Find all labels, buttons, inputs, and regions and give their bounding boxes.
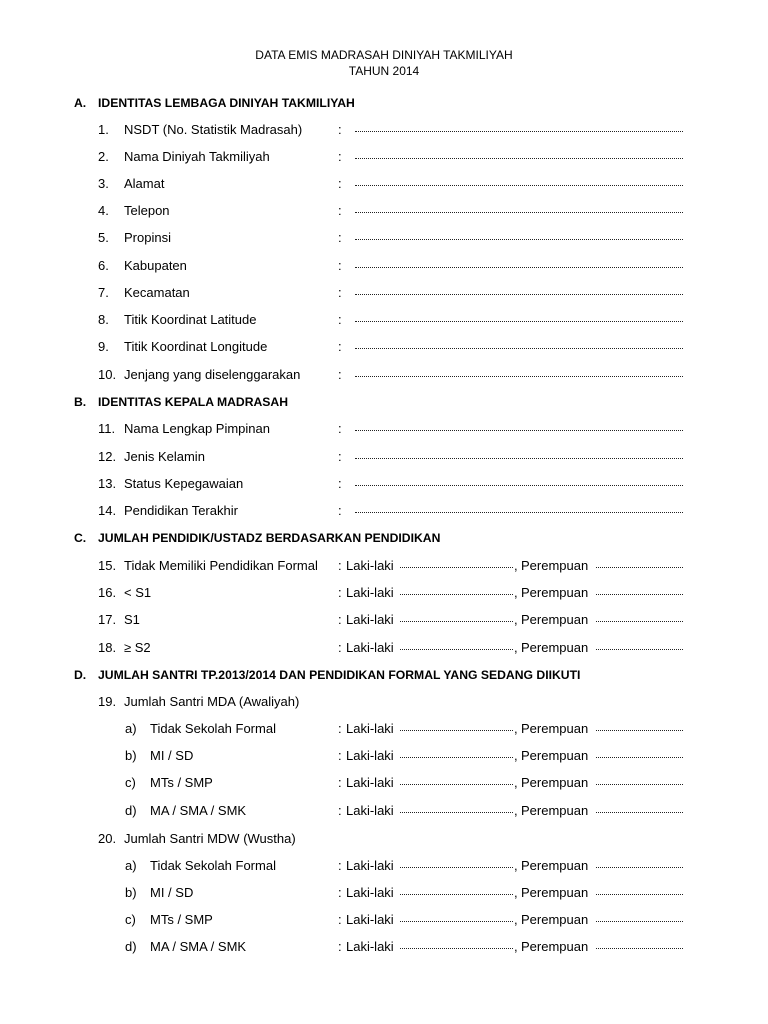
section-d-title: JUMLAH SANTRI TP.2013/2014 DAN PENDIDIKAN FORMAL YANG SEDANG DIIKUTI (98, 668, 581, 682)
comma: , (514, 885, 518, 900)
item-label: Propinsi (124, 230, 171, 245)
form-row (0, 693, 768, 711)
fill-line-kecamatan[interactable] (355, 294, 683, 295)
fill-line-perempuan[interactable] (596, 730, 683, 731)
form-row (0, 121, 768, 139)
form-row (0, 284, 768, 302)
item-label: Kabupaten (124, 258, 187, 273)
fill-line-pendidikan[interactable] (355, 512, 683, 513)
comma: , (514, 640, 518, 655)
item-number: 8. (98, 312, 109, 327)
comma: , (514, 775, 518, 790)
form-row (0, 747, 768, 765)
form-row (0, 911, 768, 929)
item-number: 16. (98, 585, 117, 600)
fill-line-laki-laki[interactable] (400, 594, 513, 595)
form-row (0, 229, 768, 247)
fill-line-laki-laki[interactable] (400, 649, 513, 650)
colon: : (338, 285, 342, 300)
comma: , (514, 612, 518, 627)
perempuan-label: Perempuan (521, 558, 589, 573)
item-label: Nama Diniyah Takmiliyah (124, 149, 270, 164)
item-label: Status Kepegawaian (124, 476, 244, 491)
fill-line-propinsi[interactable] (355, 239, 683, 240)
form-row (0, 338, 768, 356)
item-label: S1 (124, 612, 140, 627)
colon: : (338, 449, 342, 464)
item-label: Kecamatan (124, 285, 190, 300)
colon: : (338, 775, 342, 790)
subitem-letter: b) (125, 885, 137, 900)
colon: : (338, 176, 342, 191)
perempuan-label: Perempuan (521, 858, 589, 873)
section-b-letter: B. (74, 395, 87, 409)
section-a-title: IDENTITAS LEMBAGA DINIYAH TAKMILIYAH (98, 96, 355, 110)
item-number: 6. (98, 258, 109, 273)
laki-laki-label: Laki-laki (346, 612, 394, 627)
fill-line-laki-laki[interactable] (400, 921, 513, 922)
fill-line-laki-laki[interactable] (400, 894, 513, 895)
fill-line-nsdt[interactable] (355, 131, 683, 132)
item-label: < S1 (124, 585, 152, 600)
form-row (0, 502, 768, 520)
colon: : (338, 939, 342, 954)
fill-line-perempuan[interactable] (596, 621, 683, 622)
form-row (0, 366, 768, 384)
fill-line-perempuan[interactable] (596, 867, 683, 868)
fill-line-alamat[interactable] (355, 185, 683, 186)
fill-line-perempuan[interactable] (596, 757, 683, 758)
fill-line-laki-laki[interactable] (400, 812, 513, 813)
item-number: 2. (98, 149, 109, 164)
comma: , (514, 558, 518, 573)
fill-line-perempuan[interactable] (596, 812, 683, 813)
colon: : (338, 476, 342, 491)
fill-line-pimpinan[interactable] (355, 430, 683, 431)
item-number: 11. (98, 421, 116, 436)
form-row (0, 639, 768, 657)
colon: : (338, 612, 342, 627)
form-row (0, 830, 768, 848)
colon: : (338, 258, 342, 273)
item-number: 4. (98, 203, 109, 218)
fill-line-laki-laki[interactable] (400, 867, 513, 868)
item-number: 15. (98, 558, 117, 573)
subitem-label: Tidak Sekolah Formal (150, 858, 276, 873)
subitem-letter: b) (125, 748, 137, 763)
item-number: 9. (98, 339, 109, 354)
form-row (0, 448, 768, 466)
subitem-letter: a) (125, 721, 137, 736)
section-c-title: JUMLAH PENDIDIK/USTADZ BERDASARKAN PENDIDIKAN (98, 531, 441, 545)
colon: : (338, 558, 342, 573)
laki-laki-label: Laki-laki (346, 721, 394, 736)
comma: , (514, 748, 518, 763)
subitem-label: MTs / SMP (150, 912, 213, 927)
fill-line-perempuan[interactable] (596, 948, 683, 949)
form-row (0, 557, 768, 575)
form-row (0, 257, 768, 275)
item-number: 18. (98, 640, 117, 655)
subitem-label: MA / SMA / SMK (150, 803, 247, 818)
item-number: 14. (98, 503, 117, 518)
form-row (0, 148, 768, 166)
colon: : (338, 339, 342, 354)
item-label: Alamat (124, 176, 165, 191)
laki-laki-label: Laki-laki (346, 558, 394, 573)
laki-laki-label: Laki-laki (346, 748, 394, 763)
item-number: 10. (98, 367, 117, 382)
fill-line-perempuan[interactable] (596, 594, 683, 595)
subitem-letter: c) (125, 775, 136, 790)
comma: , (514, 858, 518, 873)
item-label: NSDT (No. Statistik Madrasah) (124, 122, 303, 137)
fill-line-laki-laki[interactable] (400, 730, 513, 731)
item-number: 3. (98, 176, 109, 191)
form-row (0, 475, 768, 493)
perempuan-label: Perempuan (521, 748, 589, 763)
perempuan-label: Perempuan (521, 939, 589, 954)
item-label: Titik Koordinat Latitude (124, 312, 257, 327)
subitem-letter: a) (125, 858, 137, 873)
colon: : (338, 803, 342, 818)
item-number: 7. (98, 285, 109, 300)
form-row (0, 175, 768, 193)
fill-line-laki-laki[interactable] (400, 757, 513, 758)
item-label: Jumlah Santri MDA (Awaliyah) (124, 694, 300, 709)
perempuan-label: Perempuan (521, 640, 589, 655)
section-d-letter: D. (74, 668, 87, 682)
form-row (0, 884, 768, 902)
fill-line-latitude[interactable] (355, 321, 683, 322)
colon: : (338, 912, 342, 927)
item-number: 19. (98, 694, 117, 709)
perempuan-label: Perempuan (521, 803, 589, 818)
form-row (0, 202, 768, 220)
item-number: 13. (98, 476, 117, 491)
colon: : (338, 748, 342, 763)
colon: : (338, 312, 342, 327)
fill-line-kelamin[interactable] (355, 458, 683, 459)
subitem-letter: c) (125, 912, 136, 927)
colon: : (338, 858, 342, 873)
colon: : (338, 203, 342, 218)
form-year: TAHUN 2014 (348, 64, 420, 78)
fill-line-perempuan[interactable] (596, 649, 683, 650)
fill-line-laki-laki[interactable] (400, 567, 513, 568)
item-number: 20. (98, 831, 117, 846)
section-a-letter: A. (74, 96, 87, 110)
colon: : (338, 149, 342, 164)
form-row (0, 857, 768, 875)
subitem-letter: d) (125, 803, 137, 818)
perempuan-label: Perempuan (521, 775, 589, 790)
subitem-label: Tidak Sekolah Formal (150, 721, 276, 736)
colon: : (338, 585, 342, 600)
form-row (0, 720, 768, 738)
laki-laki-label: Laki-laki (346, 640, 394, 655)
item-label: Pendidikan Terakhir (124, 503, 238, 518)
colon: : (338, 721, 342, 736)
comma: , (514, 585, 518, 600)
colon: : (338, 230, 342, 245)
subitem-label: MI / SD (150, 748, 194, 763)
item-label: Telepon (124, 203, 170, 218)
item-label: Titik Koordinat Longitude (124, 339, 268, 354)
fill-line-nama[interactable] (355, 158, 683, 159)
fill-line-kepegawaian[interactable] (355, 485, 683, 486)
item-number: 5. (98, 230, 109, 245)
fill-line-perempuan[interactable] (596, 921, 683, 922)
comma: , (514, 803, 518, 818)
item-label: Jenjang yang diselenggarakan (124, 367, 301, 382)
colon: : (338, 640, 342, 655)
colon: : (338, 367, 342, 382)
form-row (0, 420, 768, 438)
form-row (0, 802, 768, 820)
fill-line-telepon[interactable] (355, 212, 683, 213)
fill-line-longitude[interactable] (355, 348, 683, 349)
fill-line-perempuan[interactable] (596, 784, 683, 785)
fill-line-laki-laki[interactable] (400, 948, 513, 949)
item-label: Tidak Memiliki Pendidikan Formal (124, 558, 318, 573)
form-row (0, 774, 768, 792)
section-b-title: IDENTITAS KEPALA MADRASAH (98, 395, 289, 409)
item-number: 12. (98, 449, 117, 464)
laki-laki-label: Laki-laki (346, 775, 394, 790)
colon: : (338, 421, 342, 436)
item-number: 17. (98, 612, 117, 627)
perempuan-label: Perempuan (521, 612, 589, 627)
perempuan-label: Perempuan (521, 721, 589, 736)
form-row (0, 311, 768, 329)
comma: , (514, 939, 518, 954)
laki-laki-label: Laki-laki (346, 585, 394, 600)
laki-laki-label: Laki-laki (346, 803, 394, 818)
item-label: Jumlah Santri MDW (Wustha) (124, 831, 296, 846)
fill-line-perempuan[interactable] (596, 894, 683, 895)
form-row (0, 584, 768, 602)
laki-laki-label: Laki-laki (346, 939, 394, 954)
subitem-label: MTs / SMP (150, 775, 213, 790)
colon: : (338, 885, 342, 900)
fill-line-laki-laki[interactable] (400, 784, 513, 785)
fill-line-perempuan[interactable] (596, 567, 683, 568)
colon: : (338, 503, 342, 518)
subitem-label: MA / SMA / SMK (150, 939, 247, 954)
laki-laki-label: Laki-laki (346, 912, 394, 927)
subitem-label: MI / SD (150, 885, 194, 900)
perempuan-label: Perempuan (521, 885, 589, 900)
item-label: Jenis Kelamin (124, 449, 205, 464)
form-row (0, 938, 768, 956)
laki-laki-label: Laki-laki (346, 858, 394, 873)
fill-line-laki-laki[interactable] (400, 621, 513, 622)
comma: , (514, 912, 518, 927)
subitem-letter: d) (125, 939, 137, 954)
item-label: ≥ S2 (124, 640, 151, 655)
perempuan-label: Perempuan (521, 585, 589, 600)
perempuan-label: Perempuan (521, 912, 589, 927)
comma: , (514, 721, 518, 736)
section-c-letter: C. (74, 531, 87, 545)
form-title: DATA EMIS MADRASAH DINIYAH TAKMILIYAH (255, 48, 513, 62)
laki-laki-label: Laki-laki (346, 885, 394, 900)
item-label: Nama Lengkap Pimpinan (124, 421, 270, 436)
colon: : (338, 122, 342, 137)
fill-line-kabupaten[interactable] (355, 267, 683, 268)
form-row (0, 611, 768, 629)
item-number: 1. (98, 122, 109, 137)
fill-line-jenjang[interactable] (355, 376, 683, 377)
